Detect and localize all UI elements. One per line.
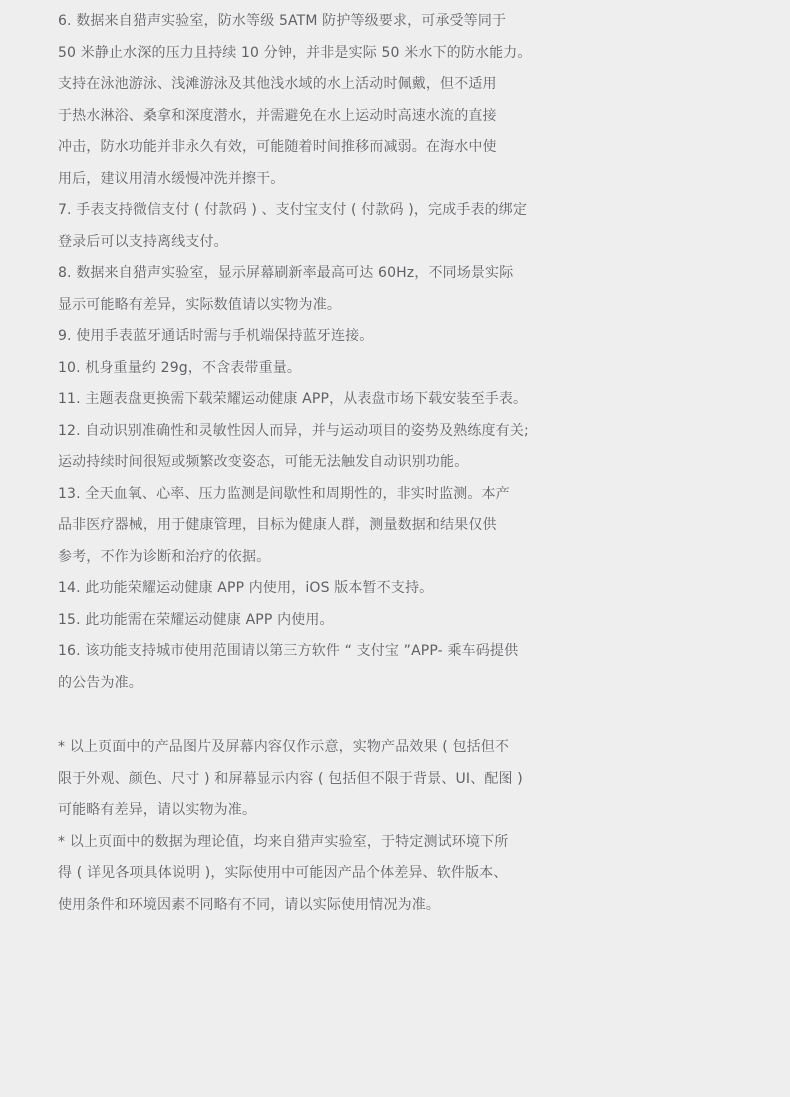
disclaimer-line: 限于外观、颜色、尺寸 ) 和屏幕显示内容 ( 包括但不限于背景、UI、配图 ) [58,770,523,787]
note-line: 支持在泳池游泳、浅滩游泳及其他浅水域的水上活动时佩戴，但不适用 [58,76,497,92]
numbered-notes-list [58,6,790,699]
note-13 [58,479,790,574]
note-line: 登录后可以支持离线支付。 [58,233,228,250]
note-line: 7. 手表支持微信支付 ( 付款码 ) 、支付宝支付 ( 付款码 )，完成手表的绑定 [58,202,528,218]
note-line: 运动持续时间很短或频繁改变姿态，可能无法触发自动识别功能。 [58,454,469,470]
note-line: 显示可能略有差异，实际数值请以实物为准。 [58,296,341,313]
disclaimer-line: * 以上页面中的数据为理论值，均来自猎声实验室，于特定测试环境下所 [58,833,509,850]
note-8 [58,258,790,321]
note-15 [58,605,790,637]
disclaimer-line: 使用条件和环境因素不同略有不同，请以实际使用情况为准。 [58,896,441,913]
note-line: 16. 该功能支持城市使用范围请以第三方软件 “ 支付宝 ”APP- 乘车码提供 [58,643,519,659]
note-6 [58,6,790,195]
note-9 [58,321,790,353]
note-line: 14. 此功能荣耀运动健康 APP 内使用，iOS 版本暂不支持。 [58,580,434,596]
note-line: 13. 全天血氧、心率、压力监测是间歇性和周期性的，非实时监测。本产 [58,485,510,502]
note-line: 用后，建议用清水缓慢冲洗并擦干。 [58,170,285,187]
disclaimer-product-images [58,732,790,827]
note-line: 11. 主题表盘更换需下载荣耀运动健康 APP，从表盘市场下载安装至手表。 [58,391,528,407]
note-line: 50 米静止水深的压力且持续 10 分钟，并非是实际 50 米水下的防水能力。 [58,44,532,61]
note-line: 冲击，防水功能并非永久有效，可能随着时间推移而减弱。在海水中使 [58,139,497,155]
note-line: 于热水淋浴、桑拿和深度潜水，并需避免在水上运动时高速水流的直接 [58,107,497,124]
disclaimer-theoretical-data [58,827,790,922]
note-line: 15. 此功能需在荣耀运动健康 APP 内使用。 [58,611,334,628]
disclaimer-line: 得 ( 详见各项具体说明 )，实际使用中可能因产品个体差异、软件版本、 [58,865,508,881]
disclaimer-line: * 以上页面中的产品图片及屏幕内容仅作示意，实物产品效果 ( 包括但不 [58,739,510,755]
note-line: 10. 机身重量约 29g，不含表带重量。 [58,359,302,376]
note-line: 6. 数据来自猎声实验室，防水等级 5ATM 防护等级要求，可承受等同于 [58,13,507,29]
note-line: 9. 使用手表蓝牙通话时需与手机端保持蓝牙连接。 [58,328,374,344]
note-16 [58,636,790,699]
note-line: 的公告为准。 [58,674,143,691]
note-12 [58,416,790,479]
section-spacer [58,699,790,732]
note-line: 参考，不作为诊断和治疗的依据。 [58,548,271,565]
note-14 [58,573,790,605]
note-line: 品非医疗器械，用于健康管理，目标为健康人群，测量数据和结果仅供 [58,517,497,533]
disclaimer-line: 可能略有差异，请以实物为准。 [58,802,257,818]
note-line: 8. 数据来自猎声实验室，显示屏幕刷新率最高可达 60Hz，不同场景实际 [58,265,514,281]
note-line: 12. 自动识别准确性和灵敏性因人而异，并与运动项目的姿势及熟练度有关; [58,422,529,439]
note-10 [58,353,790,385]
disclaimers-list [58,732,790,921]
note-7 [58,195,790,258]
note-11 [58,384,790,416]
